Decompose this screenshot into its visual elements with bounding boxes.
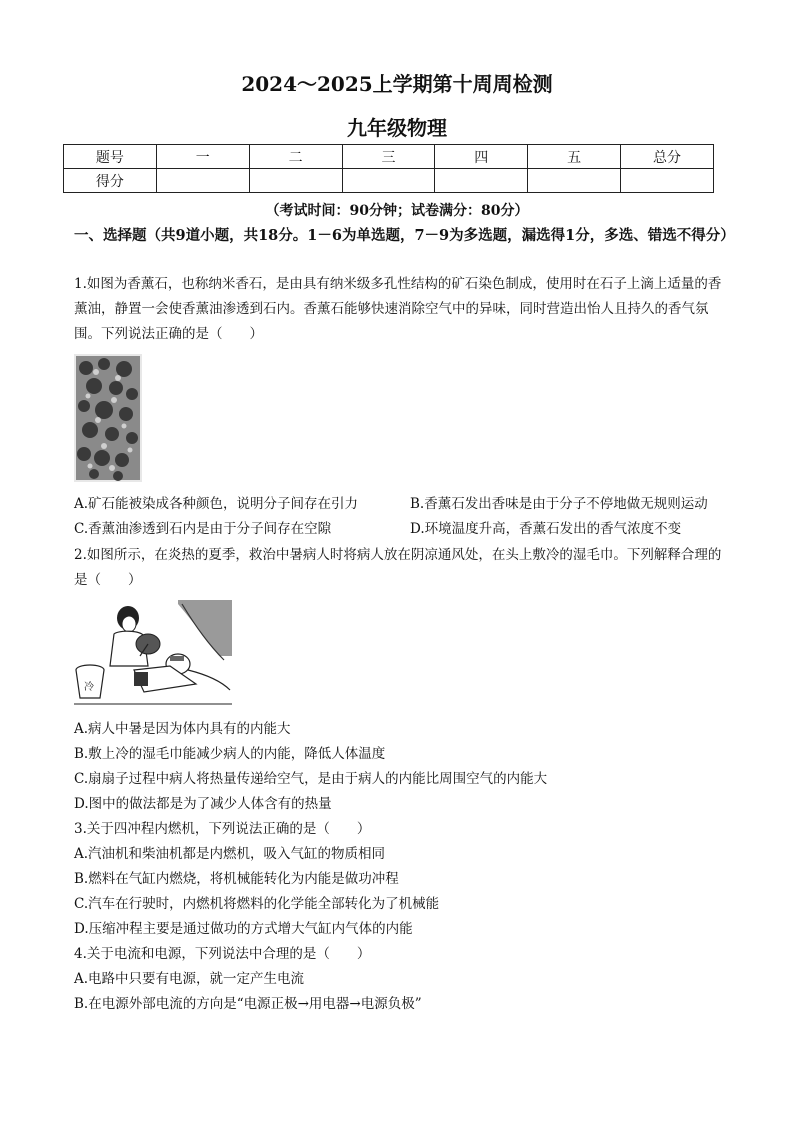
- question-3-stem: 3.关于四冲程内燃机，下列说法正确的是（ ）: [74, 821, 371, 837]
- question-2-stem: 2.如图所示，在炎热的夏季，救治中暑病人时将病人放在阴凉通风处，在头上敷冷的湿毛巾。下列解释合理的是（ ）: [74, 547, 722, 588]
- q2-option-a: A.病人中暑是因为体内具有的内能大: [74, 721, 291, 737]
- score-table-score-row: [64, 169, 714, 193]
- q1-option-d: D.环境温度升高，香薰石发出的香气浓度不变: [410, 521, 682, 537]
- score-cell: 二: [249, 145, 342, 169]
- q1-option-a: A.矿石能被染成各种颜色，说明分子间存在引力: [74, 496, 359, 512]
- question-4-stem: 4.关于电流和电源，下列说法中合理的是（ ）: [74, 946, 371, 962]
- q2-option-c: C.扇扇子过程中病人将热量传递给空气，是由于病人的内能比周围空气的内能大: [74, 771, 548, 787]
- question-1-stem: 1.如图为香薰石，也称纳米香石，是由具有纳米级多孔性结构的矿石染色制成，使用时在石子上滴上适量的香薰油，静置一会使香薰油渗透到石内。香薰石能够快速消除空气中的异味，同时营造出怡人且持久的香气氛围。下列说法正确的是（ ）: [74, 276, 722, 342]
- exam-info: （考试时间：90分钟；试卷满分：80分）: [265, 203, 529, 219]
- score-cell: 一: [156, 145, 249, 169]
- score-cell: 得分: [64, 169, 157, 193]
- q4-option-a: A.电路中只要有电源，就一定产生电流: [74, 971, 305, 987]
- aroma-stone-photo: [74, 354, 142, 482]
- score-cell: [156, 169, 249, 193]
- exam-title: 2024～2025上学期第十周周检测: [241, 72, 553, 96]
- score-table: [63, 144, 714, 193]
- score-cell: 五: [528, 145, 621, 169]
- score-cell: 三: [342, 145, 435, 169]
- q3-option-d: D.压缩冲程主要是通过做功的方式增大气缸内气体的内能: [74, 921, 413, 937]
- section-heading: 一、选择题（共9道小题，共18分。1－6为单选题，7－9为多选题，漏选得1分，多选、错选不得分）: [74, 227, 735, 244]
- score-cell: 总分: [621, 145, 714, 169]
- q2-option-d: D.图中的做法都是为了减少人体含有的热量: [74, 796, 332, 812]
- score-table-header-row: [64, 145, 714, 169]
- heatstroke-illustration: [74, 600, 232, 706]
- score-cell: [342, 169, 435, 193]
- score-cell: [528, 169, 621, 193]
- q3-option-a: A.汽油机和柴油机都是内燃机，吸入气缸的物质相同: [74, 846, 386, 862]
- basin-label: 冷: [84, 682, 94, 693]
- exam-subtitle: 九年级物理: [347, 116, 447, 140]
- score-cell: 题号: [64, 145, 157, 169]
- score-cell: 四: [435, 145, 528, 169]
- score-cell: [621, 169, 714, 193]
- score-cell: [249, 169, 342, 193]
- q3-option-b: B.燃料在气缸内燃烧，将机械能转化为内能是做功冲程: [74, 871, 399, 887]
- score-cell: [435, 169, 528, 193]
- q1-option-b: B.香薰石发出香味是由于分子不停地做无规则运动: [410, 496, 708, 512]
- q1-option-c: C.香薰油渗透到石内是由于分子间存在空隙: [74, 521, 332, 537]
- q2-option-b: B.敷上冷的湿毛巾能减少病人的内能，降低人体温度: [74, 746, 386, 762]
- q3-option-c: C.汽车在行驶时，内燃机将燃料的化学能全部转化为了机械能: [74, 896, 440, 912]
- q4-option-b: B.在电源外部电流的方向是“电源正极→用电器→电源负极”: [74, 996, 422, 1012]
